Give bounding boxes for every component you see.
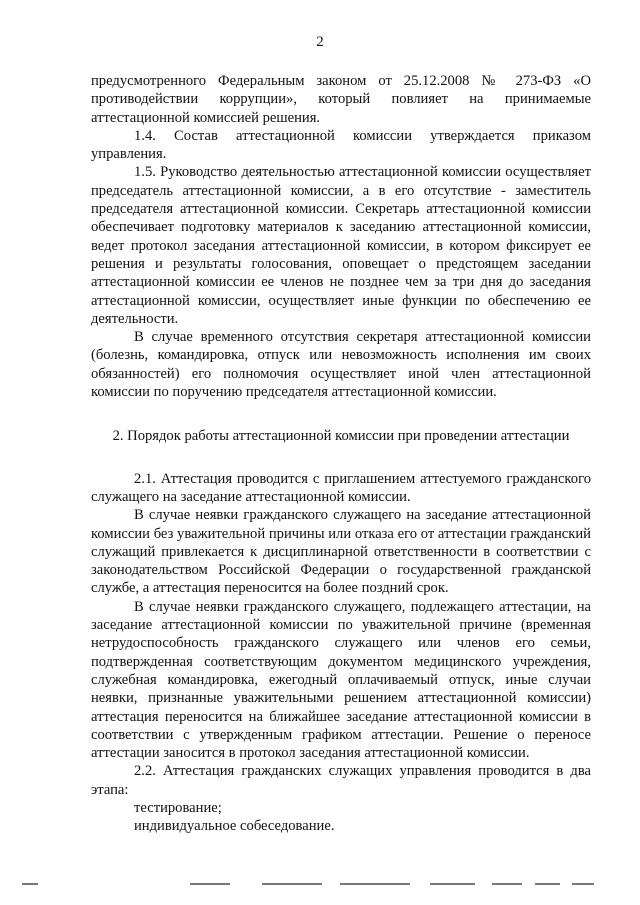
- paragraph: 2.2. Аттестация гражданских служащих управления проводится в два этапа:: [91, 763, 591, 798]
- list-item: тестирование;: [134, 799, 222, 816]
- page-number: 2: [316, 34, 324, 50]
- scan-mark: [535, 883, 560, 885]
- paragraph: 2.1. Аттестация проводится с приглашением аттестуемого гражданского служащего на заседание аттестационной комиссии.: [91, 470, 591, 505]
- paragraph: 1.5. Руководство деятельностью аттестационной комиссии осуществляет председатель аттестационной комиссии, а в его отсутствие - заместитель председателя аттестационной комиссии. Секретарь аттестационной комиссии обеспечивает подготовку материалов к заседанию аттестационной комиссии, ведет протокол заседания аттестационной комиссии, в котором фиксирует ее решения и результаты голосования, оповещает о предстоящем заседании аттестационной комиссии ее членов не позднее чем за три дня до заседания аттестационной комиссии, осуществляет иные функции по обеспечению ее деятельности.: [91, 164, 591, 327]
- scan-mark: [492, 883, 522, 885]
- paragraph: В случае временного отсутствия секретаря аттестационной комиссии (болезнь, командировка, отпуск или невозможность исполнения им своих обязанностей) его полномочия осуществляет иной член аттестационной комиссии по поручению председателя аттестационной комиссии.: [91, 329, 591, 401]
- scan-mark: [340, 883, 410, 885]
- list-item: индивидуальное собеседование.: [134, 818, 335, 835]
- paragraph: В случае неявки гражданского служащего, подлежащего аттестации, на заседание аттестационной комиссии по уважительной причине (временная нетрудоспособность гражданского служащего или членов его семьи, подтвержденная соответствующим документом медицинского учреждения, служебная командировка, ежегодный оплачиваемый отпуск, иные случаи неявки, признанные уважительными решением аттестационной комиссии) аттестация переносится на ближайшее заседание аттестационной комиссии в соответствии с утвержденным графиком аттестации. Решение о переносе аттестации заносится в протокол заседания аттестационной комиссии.: [91, 598, 591, 762]
- document-body: [91, 72, 591, 836]
- paragraph: 1.4. Состав аттестационной комиссии утверждается приказом управления.: [91, 127, 591, 163]
- scan-mark: [190, 883, 230, 885]
- paragraph: предусмотренного Федеральным законом от 25.12.2008 № 273-ФЗ «О противодействии коррупции», который повлияет на принимаемые аттестационной комиссией решения.: [91, 73, 591, 126]
- paragraph: В случае неявки гражданского служащего на заседание аттестационной комиссии без уважительной причины или отказа его от аттестации гражданский служащий привлекается к дисциплинарной ответственности в соответствии с законодательством Российской Федерации о государственной гражданской службе, а аттестация переносится на более поздний срок.: [91, 507, 591, 597]
- scan-mark: [22, 883, 38, 885]
- scan-mark: [262, 883, 322, 885]
- scan-mark: [572, 883, 594, 885]
- section-heading: 2. Порядок работы аттестационной комиссии при проведении аттестации: [112, 428, 570, 445]
- scan-mark: [430, 883, 475, 885]
- scan-artifact-marks: [0, 880, 640, 890]
